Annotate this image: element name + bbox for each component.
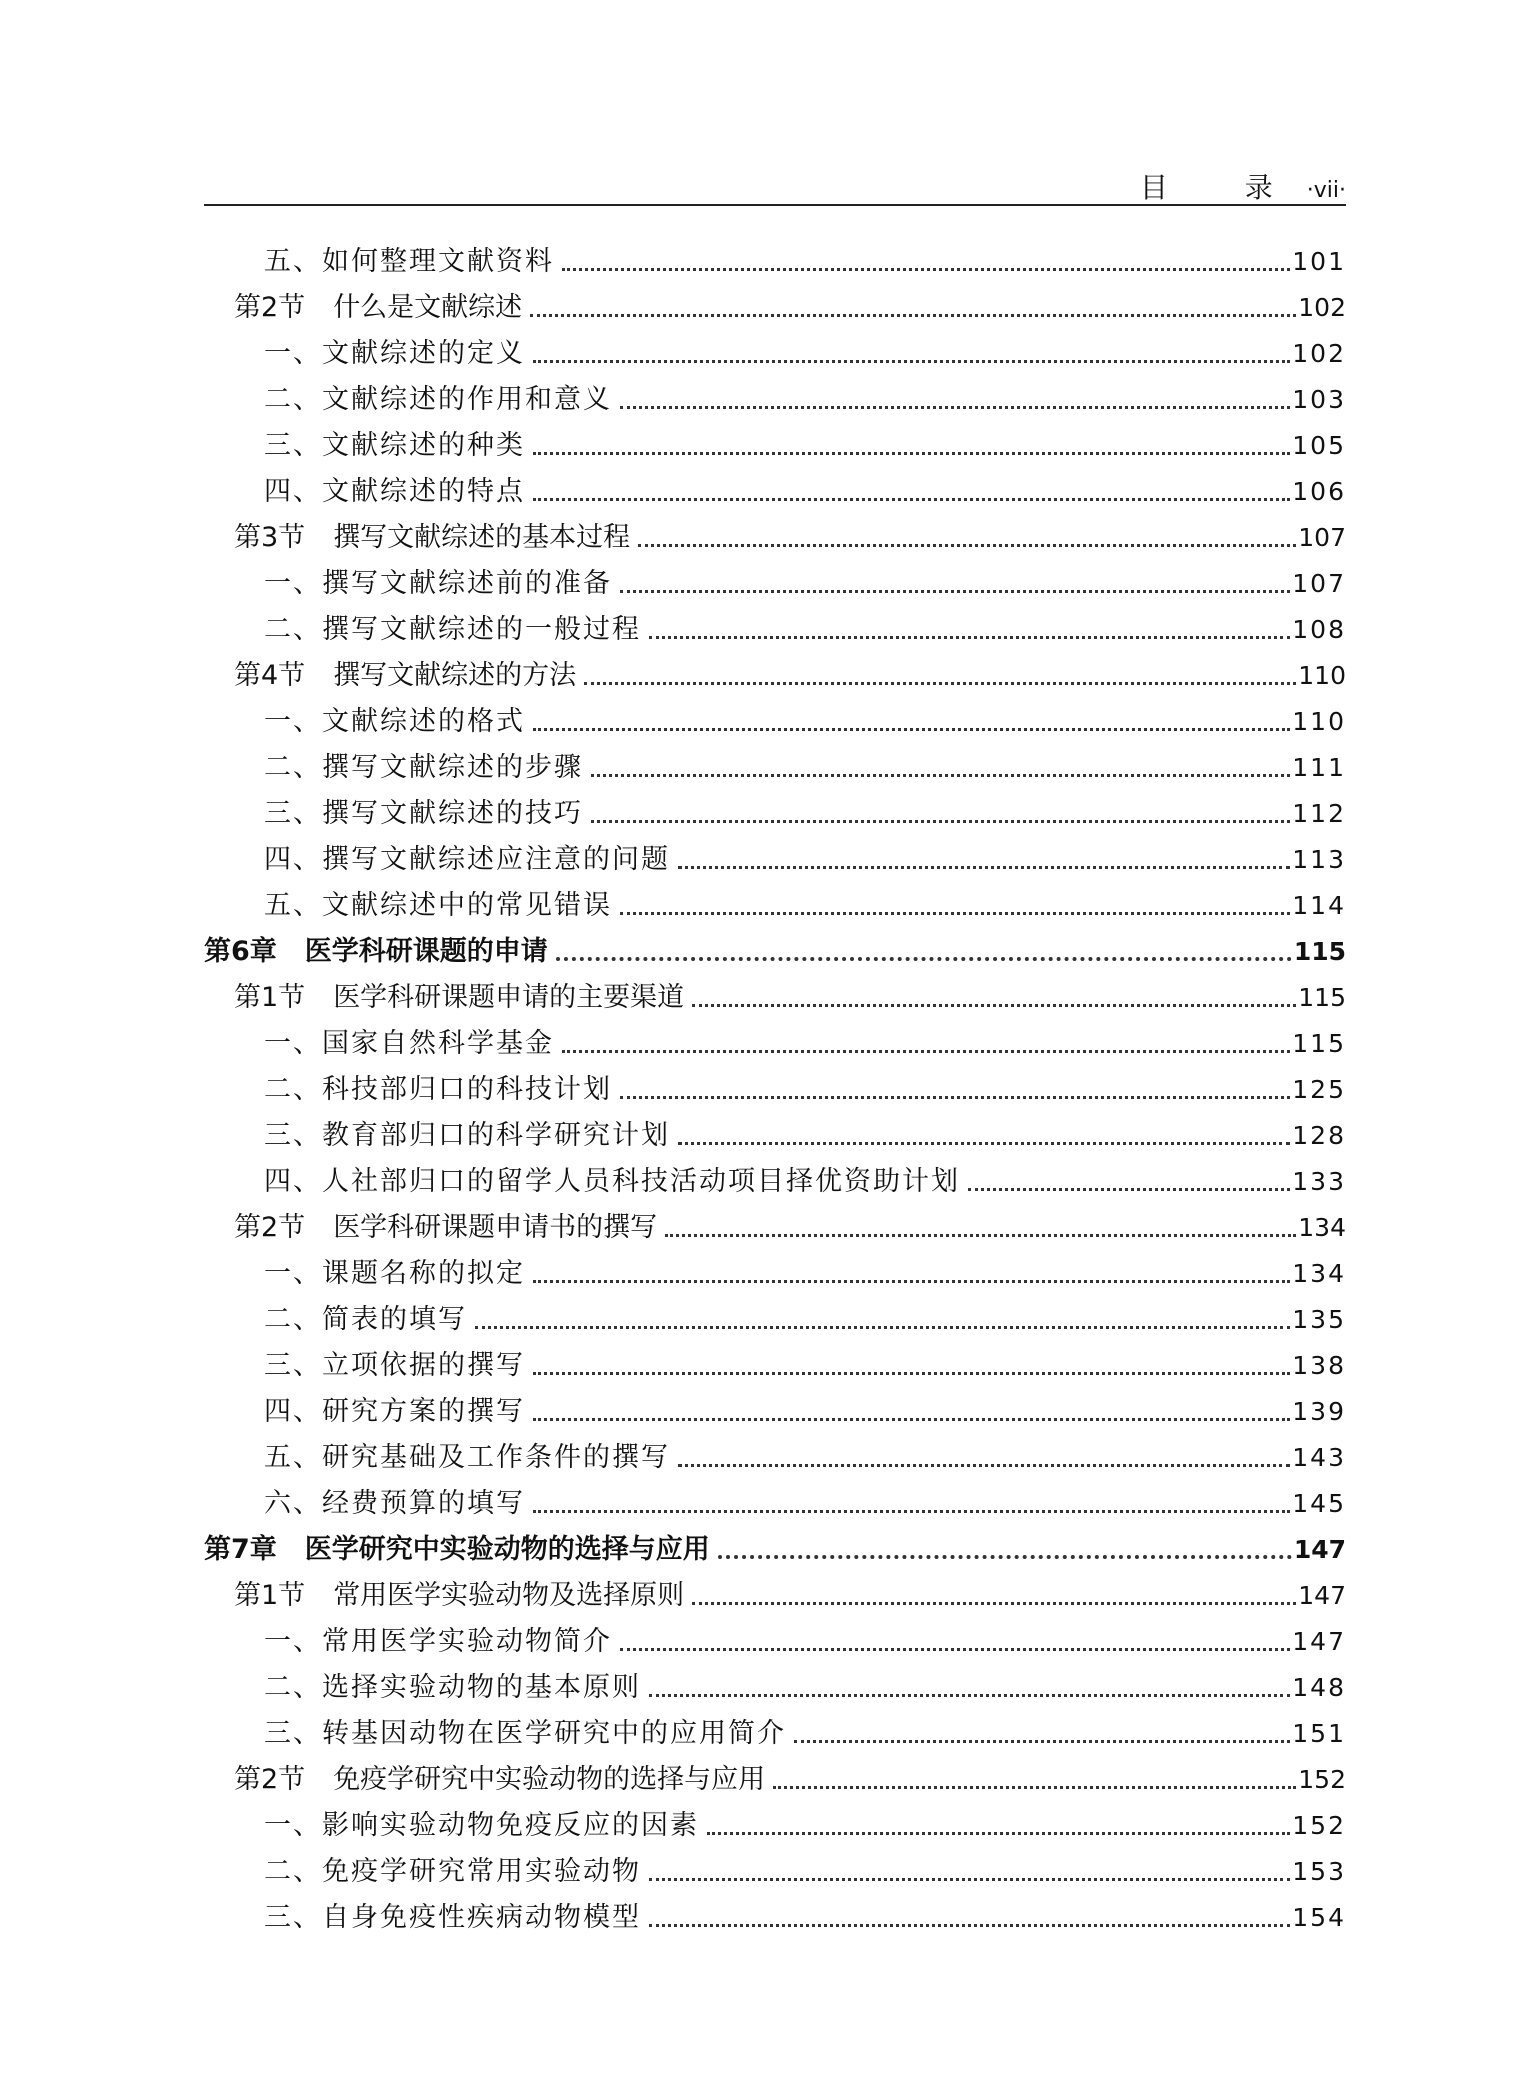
toc-entry-number: 一、 bbox=[264, 1028, 322, 1059]
toc-entry-section bbox=[204, 514, 1346, 560]
toc-entry-item bbox=[204, 1848, 1346, 1894]
toc-entry-item bbox=[204, 330, 1346, 376]
toc-entry-page: 134 bbox=[1292, 1259, 1346, 1288]
toc-entry-number: 六、 bbox=[264, 1488, 322, 1519]
toc-entry-item bbox=[204, 1342, 1346, 1388]
toc-entry-chapter bbox=[204, 928, 1346, 974]
toc-entry-label bbox=[264, 612, 641, 648]
toc-entry-page: 151 bbox=[1292, 1719, 1346, 1748]
dot-leader bbox=[530, 314, 1296, 317]
toc-entry-page: 110 bbox=[1298, 661, 1346, 690]
toc-entry-number: 四、 bbox=[264, 476, 322, 507]
toc-entry-page: 110 bbox=[1292, 707, 1346, 736]
toc-entry-title: 教育部归口的科学研究计划 bbox=[322, 1120, 670, 1151]
toc-entry-title: 常用医学实验动物简介 bbox=[322, 1626, 612, 1657]
dot-leader bbox=[773, 1786, 1296, 1789]
toc-entry-label bbox=[264, 244, 554, 280]
toc-entry-page: 152 bbox=[1298, 1765, 1346, 1794]
toc-entry-title: 医学科研课题申请的主要渠道 bbox=[333, 982, 685, 1013]
toc-entry-item bbox=[204, 1112, 1346, 1158]
toc-entry-number: 四、 bbox=[264, 844, 322, 875]
dot-leader bbox=[620, 1096, 1290, 1099]
toc-entry-section bbox=[204, 974, 1346, 1020]
toc-entry-label bbox=[234, 290, 522, 326]
toc-entry-title: 选择实验动物的基本原则 bbox=[322, 1672, 641, 1703]
toc-entry-label bbox=[204, 1532, 710, 1568]
dot-leader bbox=[475, 1326, 1290, 1329]
toc-entry-page: 153 bbox=[1292, 1857, 1346, 1886]
toc-entry-title: 什么是文献综述 bbox=[333, 292, 523, 323]
toc-entry-number: 第2节 bbox=[234, 292, 306, 323]
toc-entry-page: 106 bbox=[1292, 477, 1346, 506]
toc-entry-title: 医学科研课题的申请 bbox=[304, 936, 548, 967]
toc-entry-page: 147 bbox=[1292, 1627, 1346, 1656]
toc-entry-page: 105 bbox=[1292, 431, 1346, 460]
toc-entry-label bbox=[264, 1348, 525, 1384]
toc-entry-item bbox=[204, 1158, 1346, 1204]
dot-leader bbox=[649, 1694, 1290, 1697]
toc-entry-title: 课题名称的拟定 bbox=[322, 1258, 525, 1289]
dot-leader bbox=[620, 406, 1290, 409]
toc-entry-page: 147 bbox=[1293, 1535, 1346, 1564]
toc-entry-page: 112 bbox=[1292, 799, 1346, 828]
toc-entry-section bbox=[204, 1204, 1346, 1250]
dot-leader bbox=[678, 1464, 1290, 1467]
toc-entry-title: 常用医学实验动物及选择原则 bbox=[333, 1580, 685, 1611]
toc-entry-label bbox=[234, 520, 630, 556]
toc-entry-number: 第4节 bbox=[234, 660, 306, 691]
dot-leader bbox=[678, 1142, 1290, 1145]
dot-leader bbox=[718, 1555, 1292, 1559]
toc-entry-number: 三、 bbox=[264, 1902, 322, 1933]
toc-entry-label bbox=[264, 1624, 612, 1660]
toc-entry-number: 一、 bbox=[264, 1626, 322, 1657]
toc-entry-label bbox=[264, 1670, 641, 1706]
header-title: 目 录 bbox=[1139, 171, 1307, 204]
toc-entry-item bbox=[204, 1434, 1346, 1480]
toc-entry-label bbox=[264, 1900, 641, 1936]
dot-leader bbox=[665, 1234, 1296, 1237]
dot-leader bbox=[968, 1188, 1290, 1191]
toc-entry-title: 撰写文献综述的方法 bbox=[333, 660, 577, 691]
toc-entry-page: 128 bbox=[1292, 1121, 1346, 1150]
toc-entry-number: 三、 bbox=[264, 1718, 322, 1749]
dot-leader bbox=[591, 820, 1290, 823]
toc-entry-number: 一、 bbox=[264, 706, 322, 737]
toc-entry-label bbox=[264, 566, 612, 602]
toc-entry-item bbox=[204, 882, 1346, 928]
dot-leader bbox=[533, 1372, 1290, 1375]
toc-entry-number: 一、 bbox=[264, 1810, 322, 1841]
toc-entry-page: 115 bbox=[1293, 937, 1346, 966]
toc-entry-label bbox=[264, 1118, 670, 1154]
toc-entry-page: 145 bbox=[1292, 1489, 1346, 1518]
dot-leader bbox=[692, 1602, 1296, 1605]
toc-entry-number: 五、 bbox=[264, 1442, 322, 1473]
toc-entry-item bbox=[204, 1802, 1346, 1848]
dot-leader bbox=[533, 1418, 1290, 1421]
toc-entry-item bbox=[204, 1618, 1346, 1664]
toc-entry-title: 科技部归口的科技计划 bbox=[322, 1074, 612, 1105]
toc-entry-section bbox=[204, 652, 1346, 698]
dot-leader bbox=[556, 957, 1292, 961]
toc-entry-page: 107 bbox=[1292, 569, 1346, 598]
toc-entry-label bbox=[264, 1302, 467, 1338]
toc-entry-page: 102 bbox=[1292, 339, 1346, 368]
toc-entry-number: 第2节 bbox=[234, 1212, 306, 1243]
toc-entry-number: 一、 bbox=[264, 338, 322, 369]
toc-entry-label bbox=[264, 888, 612, 924]
dot-leader bbox=[562, 1050, 1290, 1053]
toc-entry-page: 114 bbox=[1292, 891, 1346, 920]
toc-entry-page: 125 bbox=[1292, 1075, 1346, 1104]
toc-entry-title: 研究方案的撰写 bbox=[322, 1396, 525, 1427]
toc-entry-title: 免疫学研究常用实验动物 bbox=[322, 1856, 641, 1887]
dot-leader bbox=[591, 774, 1290, 777]
toc-entry-item bbox=[204, 468, 1346, 514]
dot-leader bbox=[620, 1648, 1290, 1651]
toc-entry-title: 人社部归口的留学人员科技活动项目择优资助计划 bbox=[322, 1166, 960, 1197]
dot-leader bbox=[638, 544, 1296, 547]
dot-leader bbox=[562, 268, 1290, 271]
toc-entry-item bbox=[204, 422, 1346, 468]
dot-leader bbox=[533, 1510, 1290, 1513]
toc-entry-page: 143 bbox=[1292, 1443, 1346, 1472]
toc-entry-item bbox=[204, 1894, 1346, 1940]
toc-entry-title: 撰写文献综述的步骤 bbox=[322, 752, 583, 783]
dot-leader bbox=[584, 682, 1296, 685]
toc-entry-title: 如何整理文献资料 bbox=[322, 246, 554, 277]
toc-entry-label bbox=[264, 1486, 525, 1522]
dot-leader bbox=[533, 452, 1290, 455]
dot-leader bbox=[533, 360, 1290, 363]
toc-entry-title: 撰写文献综述的一般过程 bbox=[322, 614, 641, 645]
dot-leader bbox=[533, 728, 1290, 731]
toc-entry-item bbox=[204, 1710, 1346, 1756]
toc-entry-label bbox=[264, 750, 583, 786]
toc-entry-title: 自身免疫性疾病动物模型 bbox=[322, 1902, 641, 1933]
toc-entry-item bbox=[204, 376, 1346, 422]
toc-entry-item bbox=[204, 1480, 1346, 1526]
toc-entry-label bbox=[264, 428, 525, 464]
toc-entry-page: 147 bbox=[1298, 1581, 1346, 1610]
toc-entry-label bbox=[234, 1578, 684, 1614]
toc-entry-label bbox=[264, 1256, 525, 1292]
toc-entry-page: 148 bbox=[1292, 1673, 1346, 1702]
toc-entry-number: 第6章 bbox=[204, 936, 277, 967]
dot-leader bbox=[692, 1004, 1296, 1007]
toc-entry-title: 经费预算的填写 bbox=[322, 1488, 525, 1519]
toc-entry-label bbox=[264, 1854, 641, 1890]
toc-entry-label bbox=[264, 1394, 525, 1430]
toc-entry-label bbox=[264, 704, 525, 740]
toc-entry-label bbox=[264, 842, 670, 878]
toc-entry-number: 第7章 bbox=[204, 1534, 277, 1565]
toc-entry-item bbox=[204, 790, 1346, 836]
toc-entry-title: 文献综述的特点 bbox=[322, 476, 525, 507]
toc-entry-number: 第1节 bbox=[234, 982, 306, 1013]
toc-entry-label bbox=[204, 934, 548, 970]
dot-leader bbox=[533, 1280, 1290, 1283]
toc-entry-title: 国家自然科学基金 bbox=[322, 1028, 554, 1059]
toc-entry-chapter bbox=[204, 1526, 1346, 1572]
toc-entry-number: 五、 bbox=[264, 246, 322, 277]
dot-leader bbox=[649, 636, 1290, 639]
toc-entry-number: 一、 bbox=[264, 1258, 322, 1289]
dot-leader bbox=[620, 912, 1290, 915]
toc-entry-label bbox=[264, 1808, 699, 1844]
toc-entry-item bbox=[204, 1066, 1346, 1112]
dot-leader bbox=[678, 866, 1290, 869]
toc-entry-label bbox=[264, 1440, 670, 1476]
toc-entry-item bbox=[204, 1020, 1346, 1066]
toc-entry-number: 二、 bbox=[264, 614, 322, 645]
toc-entry-title: 撰写文献综述前的准备 bbox=[322, 568, 612, 599]
toc-entry-title: 文献综述的种类 bbox=[322, 430, 525, 461]
toc-entry-label bbox=[264, 1026, 554, 1062]
toc-entry-title: 研究基础及工作条件的撰写 bbox=[322, 1442, 670, 1473]
header-text bbox=[1140, 166, 1346, 206]
table-of-contents bbox=[204, 238, 1346, 1940]
toc-entry-item bbox=[204, 836, 1346, 882]
toc-entry-title: 简表的填写 bbox=[322, 1304, 467, 1335]
running-header bbox=[204, 162, 1346, 206]
toc-entry-item bbox=[204, 238, 1346, 284]
toc-entry-title: 文献综述的格式 bbox=[322, 706, 525, 737]
dot-leader bbox=[533, 498, 1290, 501]
toc-entry-page: 133 bbox=[1292, 1167, 1346, 1196]
toc-entry-title: 撰写文献综述的技巧 bbox=[322, 798, 583, 829]
toc-entry-title: 免疫学研究中实验动物的选择与应用 bbox=[333, 1764, 766, 1795]
toc-entry-number: 三、 bbox=[264, 430, 322, 461]
toc-entry-number: 三、 bbox=[264, 1120, 322, 1151]
toc-entry-section bbox=[204, 1572, 1346, 1618]
toc-entry-title: 撰写文献综述应注意的问题 bbox=[322, 844, 670, 875]
dot-leader bbox=[794, 1740, 1290, 1743]
toc-entry-item bbox=[204, 560, 1346, 606]
toc-entry-title: 医学科研课题申请书的撰写 bbox=[333, 1212, 658, 1243]
toc-entry-page: 102 bbox=[1298, 293, 1346, 322]
toc-entry-item bbox=[204, 606, 1346, 652]
toc-entry-label bbox=[234, 1210, 657, 1246]
toc-entry-number: 第3节 bbox=[234, 522, 306, 553]
toc-entry-number: 二、 bbox=[264, 1856, 322, 1887]
toc-entry-label bbox=[264, 796, 583, 832]
toc-entry-page: 115 bbox=[1298, 983, 1346, 1012]
toc-entry-page: 134 bbox=[1298, 1213, 1346, 1242]
toc-entry-label bbox=[264, 1164, 960, 1200]
toc-entry-title: 影响实验动物免疫反应的因素 bbox=[322, 1810, 699, 1841]
toc-entry-number: 二、 bbox=[264, 384, 322, 415]
toc-entry-number: 一、 bbox=[264, 568, 322, 599]
toc-entry-number: 第2节 bbox=[234, 1764, 306, 1795]
toc-entry-item bbox=[204, 1296, 1346, 1342]
toc-entry-page: 138 bbox=[1292, 1351, 1346, 1380]
toc-entry-title: 文献综述中的常见错误 bbox=[322, 890, 612, 921]
toc-entry-page: 135 bbox=[1292, 1305, 1346, 1334]
toc-entry-item bbox=[204, 1388, 1346, 1434]
toc-entry-page: 154 bbox=[1292, 1903, 1346, 1932]
toc-entry-item bbox=[204, 744, 1346, 790]
toc-entry-number: 二、 bbox=[264, 1074, 322, 1105]
toc-entry-page: 108 bbox=[1292, 615, 1346, 644]
toc-entry-page: 107 bbox=[1298, 523, 1346, 552]
toc-entry-page: 115 bbox=[1292, 1029, 1346, 1058]
header-page-number: ·vii· bbox=[1306, 178, 1346, 203]
toc-entry-label bbox=[264, 382, 612, 418]
toc-entry-section bbox=[204, 1756, 1346, 1802]
dot-leader bbox=[649, 1924, 1290, 1927]
dot-leader bbox=[620, 590, 1290, 593]
toc-entry-section bbox=[204, 284, 1346, 330]
toc-entry-page: 152 bbox=[1292, 1811, 1346, 1840]
toc-entry-title: 转基因动物在医学研究中的应用简介 bbox=[322, 1718, 786, 1749]
toc-entry-label bbox=[234, 980, 684, 1016]
toc-entry-number: 二、 bbox=[264, 1672, 322, 1703]
toc-entry-label bbox=[234, 1762, 765, 1798]
dot-leader bbox=[649, 1878, 1290, 1881]
toc-entry-title: 医学研究中实验动物的选择与应用 bbox=[304, 1534, 710, 1565]
toc-entry-number: 三、 bbox=[264, 1350, 322, 1381]
toc-entry-label bbox=[234, 658, 576, 694]
dot-leader bbox=[707, 1832, 1290, 1835]
toc-entry-number: 二、 bbox=[264, 752, 322, 783]
toc-entry-number: 四、 bbox=[264, 1166, 322, 1197]
toc-entry-label bbox=[264, 1072, 612, 1108]
toc-entry-item bbox=[204, 698, 1346, 744]
toc-entry-label bbox=[264, 1716, 786, 1752]
toc-entry-page: 139 bbox=[1292, 1397, 1346, 1426]
toc-entry-title: 撰写文献综述的基本过程 bbox=[333, 522, 631, 553]
toc-entry-title: 立项依据的撰写 bbox=[322, 1350, 525, 1381]
toc-entry-page: 103 bbox=[1292, 385, 1346, 414]
toc-entry-page: 113 bbox=[1292, 845, 1346, 874]
toc-entry-title: 文献综述的作用和意义 bbox=[322, 384, 612, 415]
toc-entry-label bbox=[264, 474, 525, 510]
toc-entry-page: 101 bbox=[1292, 247, 1346, 276]
toc-entry-page: 111 bbox=[1292, 753, 1346, 782]
toc-entry-item bbox=[204, 1250, 1346, 1296]
toc-entry-label bbox=[264, 336, 525, 372]
toc-entry-number: 第1节 bbox=[234, 1580, 306, 1611]
toc-entry-item bbox=[204, 1664, 1346, 1710]
toc-entry-number: 二、 bbox=[264, 1304, 322, 1335]
toc-entry-title: 文献综述的定义 bbox=[322, 338, 525, 369]
toc-entry-number: 三、 bbox=[264, 798, 322, 829]
toc-entry-number: 四、 bbox=[264, 1396, 322, 1427]
toc-entry-number: 五、 bbox=[264, 890, 322, 921]
